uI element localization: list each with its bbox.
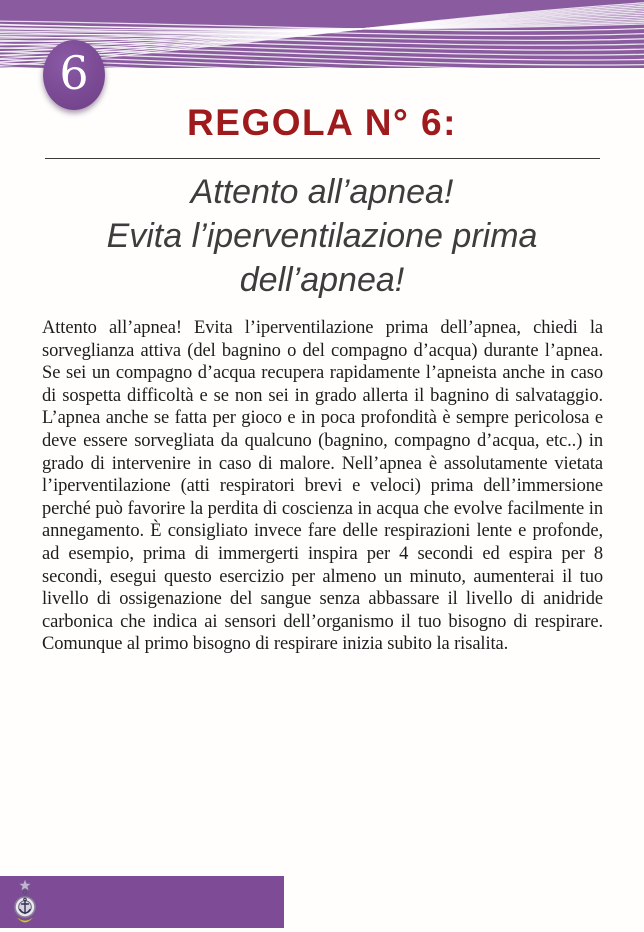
subtitle (20, 170, 624, 302)
title-divider (45, 158, 600, 159)
rule-number: 6 (59, 46, 89, 100)
page-title: REGOLA N° 6: (187, 102, 457, 143)
footer-bar (0, 876, 284, 928)
subtitle-line-2: Evita l’iperventilazione prima (106, 217, 538, 255)
subtitle-line-3: dell’apnea! (239, 261, 405, 299)
body-paragraph: Attento all’apnea! Evita l’iperventilazione prima dell’apnea, chiedi la sorveglianza attiva (del bagnino o del compagno d’acqua) durante l’apnea. Se sei un compagno d’acqua recupera rapidamente l’apneista anche in caso di sospetta difficoltà e se non sei in grado allerta il bagnino di salvataggio. L’apnea anche se fatta per gioco e in poca profondità è sempre pericolosa e deve essere sorvegliata da qualcuno (bagnino, compagno d’acqua, etc..) in grado di intervenire in caso di malore. Nell’apnea è assolutamente vietata l’iperventilazione (atti respiratori brevi e veloci) prima dell’immersione perché può favorire la perdita di coscienza in acqua che evolve facilmente in annegamento. È consigliato invece fare delle respirazioni lente e profonde, ad esempio, prima di immergerti inspira per 4 secondi ed espira per 8 secondi, esegui questo esercizio per almeno un minuto, aumenterai il tuo livello di ossigenazione del sangue senza abbassare il livello di anidride carbonica che indica ai sensori dell’organismo il tuo bisogno di respirare. Comunque al primo bisogno di respirare inizia subito la risalita. (42, 318, 603, 655)
rule-number-badge (43, 40, 105, 110)
naval-emblem-icon (13, 878, 37, 926)
subtitle-line-1: Attento all’apnea! (190, 173, 454, 211)
